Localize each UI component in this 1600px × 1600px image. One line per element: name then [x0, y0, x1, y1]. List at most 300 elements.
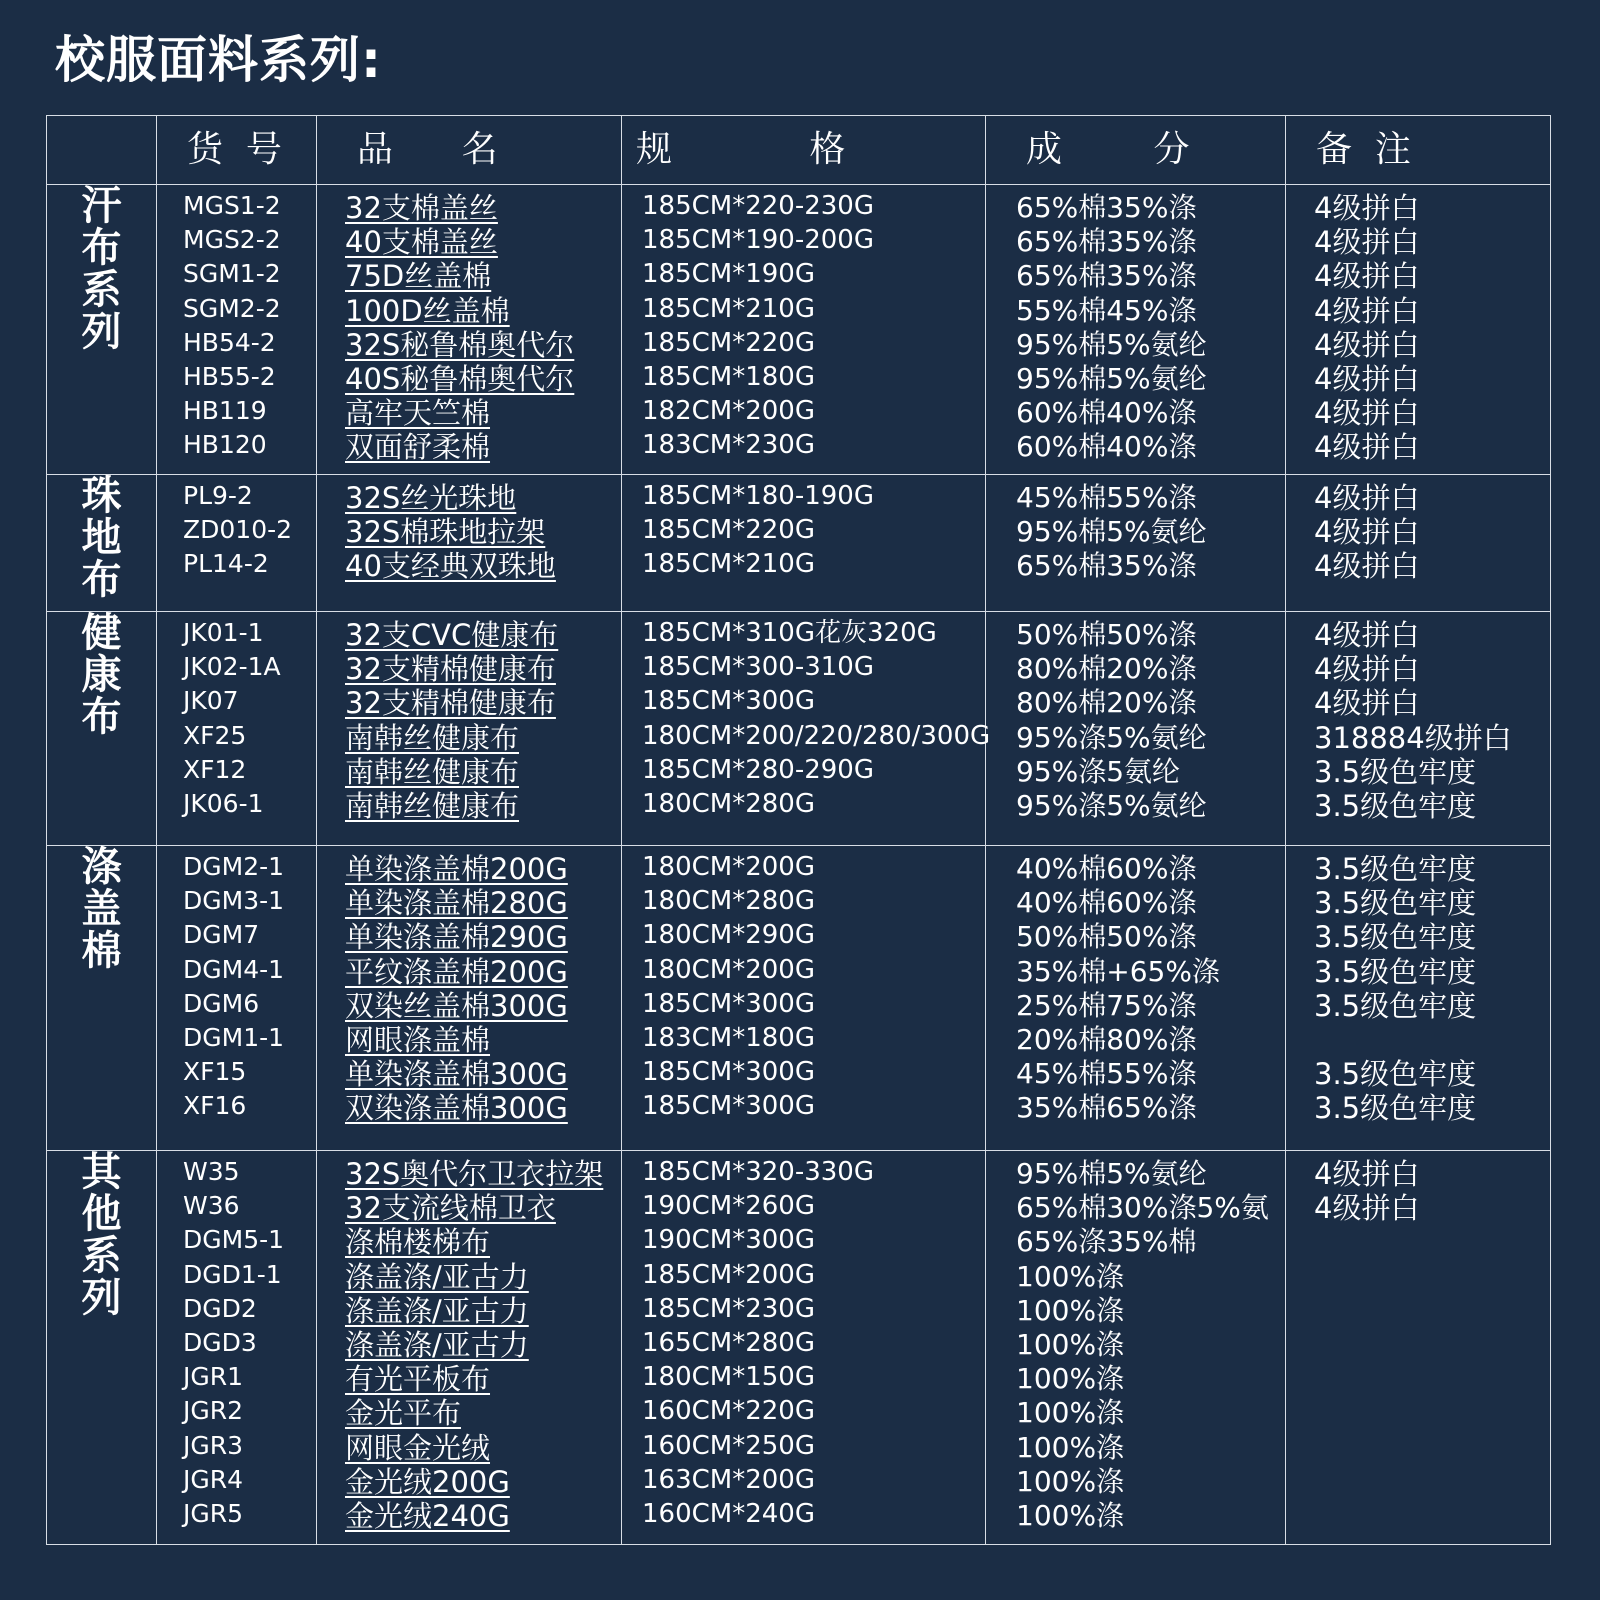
spec-item — [642, 1057, 985, 1091]
product-name-item[interactable] — [345, 1157, 621, 1191]
product-name-text[interactable]: 单染涤盖棉300G — [345, 1057, 568, 1092]
code-item — [183, 652, 316, 686]
composition-item — [1016, 955, 1285, 989]
spec-text: 185CM*300-310G — [642, 652, 874, 683]
product-name-text[interactable]: 涤盖涤/亚古力 — [345, 1259, 529, 1294]
composition-text: 100%涤 — [1016, 1327, 1125, 1361]
product-name-item[interactable] — [345, 920, 621, 954]
composition-text: 45%棉55%涤 — [1016, 481, 1197, 514]
product-name-item[interactable] — [345, 721, 621, 755]
code-text: MGS1-2 — [183, 191, 281, 220]
product-name-text[interactable]: 金光平布 — [345, 1396, 462, 1431]
product-name-item[interactable] — [345, 1023, 621, 1057]
code-text: SGM2-2 — [183, 293, 281, 323]
code-item — [183, 294, 316, 328]
note-item — [1314, 1057, 1550, 1091]
product-name-item[interactable] — [345, 1091, 621, 1125]
spec-item — [642, 191, 985, 225]
spec-text: 185CM*220G — [642, 327, 815, 358]
spec-text: 185CM*300G — [642, 1057, 815, 1088]
composition-item — [1016, 396, 1285, 430]
composition-cell — [986, 846, 1286, 1151]
code-text: DGD3 — [183, 1327, 257, 1357]
code-item — [183, 1294, 316, 1328]
note-item — [1314, 618, 1550, 652]
product-name-cell — [317, 475, 622, 612]
note-item — [1314, 721, 1550, 755]
spec-text: 185CM*310G花灰320G — [642, 618, 937, 648]
composition-item — [1016, 789, 1285, 823]
series-category-label: 汗布系列 — [81, 183, 122, 355]
composition-item — [1016, 1091, 1285, 1125]
spec-item — [642, 1091, 985, 1125]
product-name-item[interactable] — [345, 191, 621, 225]
composition-text: 100%涤 — [1016, 1293, 1125, 1327]
product-name-text[interactable]: 南韩丝健康布 — [345, 720, 520, 755]
product-name-list — [317, 191, 621, 465]
note-text: 4级拼白 — [1314, 549, 1420, 584]
product-name-text[interactable]: 双面舒柔棉 — [345, 430, 491, 465]
header-notes: 备 注 — [1286, 116, 1551, 185]
code-item — [183, 721, 316, 755]
note-list — [1286, 1157, 1550, 1225]
note-text: 3.5级色牢度 — [1314, 1057, 1477, 1092]
code-cell — [157, 846, 317, 1151]
spec-item — [642, 1294, 985, 1328]
code-item — [183, 549, 316, 583]
note-item — [1314, 852, 1550, 886]
spec-text: 185CM*300G — [642, 1091, 815, 1122]
composition-item — [1016, 1396, 1285, 1430]
code-item — [183, 989, 316, 1023]
spec-item — [642, 652, 985, 686]
product-name-cell — [317, 1151, 622, 1545]
code-item — [183, 789, 316, 823]
product-name-item[interactable] — [345, 515, 621, 549]
code-item — [183, 259, 316, 293]
spec-text: 165CM*280G — [642, 1327, 815, 1358]
note-text: 4级拼白 — [1314, 1157, 1420, 1191]
composition-text: 95%棉5%氨纶 — [1016, 1157, 1207, 1190]
product-name-text[interactable]: 75D丝盖棉 — [345, 259, 492, 294]
code-text: JK02-1A — [183, 652, 281, 682]
composition-list — [986, 191, 1285, 465]
code-item — [183, 1023, 316, 1057]
code-text: JGR2 — [183, 1396, 244, 1426]
spec-text: 163CM*200G — [642, 1464, 815, 1495]
note-text: 4级拼白 — [1314, 293, 1420, 328]
product-name-item[interactable] — [345, 1225, 621, 1259]
note-text: 3.5级色牢度 — [1314, 1091, 1477, 1126]
note-item — [1314, 362, 1550, 396]
product-name-text[interactable]: 涤盖涤/亚古力 — [345, 1293, 529, 1328]
note-item — [1314, 294, 1550, 328]
composition-item — [1016, 1260, 1285, 1294]
spec-text: 185CM*220-230G — [642, 191, 874, 221]
composition-text: 100%涤 — [1016, 1259, 1125, 1293]
composition-text: 65%棉35%涤 — [1016, 549, 1197, 583]
product-name-item[interactable] — [345, 549, 621, 583]
product-name-item[interactable] — [345, 886, 621, 920]
composition-list — [986, 1157, 1285, 1533]
code-item — [183, 852, 316, 886]
note-text: 4级拼白 — [1314, 515, 1420, 550]
spec-item — [642, 755, 985, 789]
note-cell — [1286, 846, 1551, 1151]
product-name-text[interactable]: 32支CVC健康布 — [345, 618, 559, 652]
code-item — [183, 1465, 316, 1499]
note-text: 4级拼白 — [1314, 618, 1420, 652]
composition-item — [1016, 1225, 1285, 1259]
composition-list — [986, 481, 1285, 584]
note-item — [1314, 955, 1550, 989]
composition-text: 35%棉+65%涤 — [1016, 954, 1220, 988]
code-item — [183, 481, 316, 515]
series-row — [47, 185, 1551, 475]
spec-text: 160CM*240G — [642, 1498, 815, 1529]
spec-item — [642, 852, 985, 886]
spec-text: 185CM*180G — [642, 361, 815, 392]
spec-text: 180CM*290G — [642, 920, 815, 951]
composition-text: 20%棉80%涤 — [1016, 1022, 1197, 1056]
composition-item — [1016, 294, 1285, 328]
note-item — [1314, 1091, 1550, 1125]
product-name-item[interactable] — [345, 755, 621, 789]
composition-item — [1016, 481, 1285, 515]
product-name-text[interactable]: 有光平板布 — [345, 1362, 491, 1397]
spec-item — [642, 225, 985, 259]
product-name-text[interactable]: 40S秘鲁棉奥代尔 — [345, 361, 575, 396]
note-cell — [1286, 185, 1551, 475]
spec-item — [642, 1465, 985, 1499]
composition-item — [1016, 989, 1285, 1023]
spec-item — [642, 1362, 985, 1396]
code-item — [183, 686, 316, 720]
code-item — [183, 1431, 316, 1465]
header-spec: 规 格 — [622, 116, 986, 185]
composition-text: 100%涤 — [1016, 1362, 1125, 1396]
note-text: 3.5级色牢度 — [1314, 954, 1477, 989]
note-item — [1314, 686, 1550, 720]
note-item — [1314, 755, 1550, 789]
note-list — [1286, 618, 1550, 823]
note-item — [1314, 549, 1550, 583]
product-name-text[interactable]: 32S秘鲁棉奥代尔 — [345, 327, 575, 362]
code-text: SGM1-2 — [183, 259, 281, 289]
composition-item — [1016, 618, 1285, 652]
series-category-cell — [47, 185, 157, 475]
composition-text: 40%棉60%涤 — [1016, 886, 1197, 920]
product-name-item[interactable] — [345, 618, 621, 652]
product-name-item[interactable] — [345, 1465, 621, 1499]
code-item — [183, 225, 316, 259]
product-name-item[interactable] — [345, 1057, 621, 1091]
composition-item — [1016, 1362, 1285, 1396]
product-name-text[interactable]: 双染丝盖棉300G — [345, 988, 568, 1023]
series-row — [47, 846, 1551, 1151]
code-text: DGM5-1 — [183, 1225, 285, 1255]
note-item — [1314, 430, 1550, 464]
composition-item — [1016, 191, 1285, 225]
composition-item — [1016, 515, 1285, 549]
product-name-text[interactable]: 涤盖涤/亚古力 — [345, 1327, 529, 1362]
product-name-item[interactable] — [345, 1294, 621, 1328]
code-text: XF12 — [183, 754, 247, 784]
product-name-cell — [317, 185, 622, 475]
composition-text: 55%棉45%涤 — [1016, 293, 1197, 327]
spec-item — [642, 1157, 985, 1191]
product-name-item[interactable] — [345, 1499, 621, 1533]
composition-text: 80%棉20%涤 — [1016, 652, 1197, 686]
note-text: 4级拼白 — [1314, 430, 1420, 465]
code-text: DGM7 — [183, 920, 260, 950]
note-text: 4级拼白 — [1314, 686, 1420, 721]
spec-text: 180CM*280G — [642, 886, 815, 917]
composition-item — [1016, 1191, 1285, 1225]
product-name-item[interactable] — [345, 396, 621, 430]
spec-text: 185CM*300G — [642, 686, 815, 717]
spec-list — [622, 852, 985, 1126]
product-name-text[interactable]: 32S棉珠地拉架 — [345, 515, 546, 550]
spec-item — [642, 1431, 985, 1465]
header-category — [47, 116, 157, 185]
header-row — [47, 116, 1551, 185]
composition-item — [1016, 920, 1285, 954]
product-name-item[interactable] — [345, 259, 621, 293]
note-text: 4级拼白 — [1314, 327, 1420, 362]
code-item — [183, 1396, 316, 1430]
product-name-item[interactable] — [345, 1431, 621, 1465]
product-name-item[interactable] — [345, 1260, 621, 1294]
code-text: JGR4 — [183, 1464, 244, 1494]
composition-item — [1016, 1294, 1285, 1328]
product-name-item[interactable] — [345, 1191, 621, 1225]
product-name-item[interactable] — [345, 955, 621, 989]
product-name-text[interactable]: 32支棉盖丝 — [345, 191, 498, 225]
code-list — [157, 1157, 316, 1533]
composition-item — [1016, 1057, 1285, 1091]
code-item — [183, 430, 316, 464]
code-text: XF15 — [183, 1057, 247, 1087]
series-category-cell — [47, 1151, 157, 1545]
product-name-item[interactable] — [345, 789, 621, 823]
spec-item — [642, 720, 991, 755]
code-text: ZD010-2 — [183, 515, 293, 545]
spec-item — [642, 1191, 985, 1225]
code-text: JK01-1 — [183, 618, 264, 647]
note-text: 4级拼白 — [1314, 1191, 1420, 1226]
note-item — [1314, 989, 1550, 1023]
note-item — [1314, 1191, 1550, 1225]
code-text: HB120 — [183, 430, 267, 460]
product-name-item[interactable] — [345, 652, 621, 686]
spec-text: 180CM*200G — [642, 852, 815, 882]
code-item — [183, 191, 316, 225]
product-name-text[interactable]: 网眼涤盖棉 — [345, 1022, 491, 1057]
code-cell — [157, 475, 317, 612]
code-text: W36 — [183, 1191, 240, 1221]
note-item — [1314, 1023, 1550, 1057]
note-item — [1314, 920, 1550, 954]
product-name-item[interactable] — [345, 294, 621, 328]
product-name-item[interactable] — [345, 430, 621, 464]
note-text: 4级拼白 — [1314, 652, 1420, 687]
composition-list — [986, 618, 1285, 823]
product-name-text[interactable]: 单染涤盖棉280G — [345, 886, 568, 921]
series-category-label: 其他系列 — [81, 1149, 122, 1321]
product-name-item[interactable] — [345, 989, 621, 1023]
composition-text: 95%涤5氨纶 — [1016, 754, 1181, 788]
spec-text: 185CM*220G — [642, 515, 815, 546]
spec-text: 183CM*230G — [642, 430, 815, 461]
code-item — [183, 396, 316, 430]
note-text: 3.5级色牢度 — [1314, 886, 1477, 921]
spec-text: 190CM*260G — [642, 1191, 815, 1222]
product-name-text[interactable]: 40支棉盖丝 — [345, 225, 498, 260]
product-name-text[interactable]: 40支经典双珠地 — [345, 549, 556, 584]
composition-text: 25%棉75%涤 — [1016, 988, 1197, 1022]
series-row — [47, 612, 1551, 846]
spec-text: 180CM*200G — [642, 954, 815, 985]
series-category-cell — [47, 612, 157, 846]
product-name-text[interactable]: 单染涤盖棉290G — [345, 920, 568, 955]
series-category-label: 涤盖棉 — [81, 844, 122, 974]
code-item — [183, 1091, 316, 1125]
product-name-text[interactable]: 32S奥代尔卫衣拉架 — [345, 1157, 604, 1191]
code-text: JK06-1 — [183, 788, 264, 818]
composition-cell — [986, 475, 1286, 612]
product-name-item[interactable] — [345, 328, 621, 362]
spec-item — [642, 294, 985, 328]
composition-item — [1016, 259, 1285, 293]
product-name-text[interactable]: 32支流线棉卫衣 — [345, 1191, 556, 1226]
spec-item — [642, 886, 985, 920]
product-name-item[interactable] — [345, 1396, 621, 1430]
spec-list — [622, 1157, 985, 1533]
spec-item — [642, 1260, 985, 1294]
composition-text: 65%棉35%涤 — [1016, 225, 1197, 259]
code-text: DGM6 — [183, 988, 260, 1018]
series-category-cell — [47, 475, 157, 612]
product-name-text[interactable]: 高牢天竺棉 — [345, 396, 491, 431]
note-text: 4级拼白 — [1314, 361, 1420, 396]
code-text: HB119 — [183, 396, 267, 426]
composition-item — [1016, 225, 1285, 259]
series-category-cell — [47, 846, 157, 1151]
product-name-text[interactable]: 100D丝盖棉 — [345, 293, 510, 328]
product-name-text[interactable]: 南韩丝健康布 — [345, 788, 520, 823]
code-text: DGM4-1 — [183, 954, 285, 984]
product-name-text[interactable]: 南韩丝健康布 — [345, 754, 520, 789]
composition-text: 50%棉50%涤 — [1016, 618, 1197, 651]
product-name-text[interactable]: 单染涤盖棉200G — [345, 852, 568, 886]
code-text: HB54-2 — [183, 327, 276, 357]
product-name-text[interactable]: 网眼金光绒 — [345, 1430, 491, 1465]
product-name-text[interactable]: 涤棉楼梯布 — [345, 1225, 491, 1260]
spec-cell — [622, 475, 986, 612]
composition-text: 35%棉65%涤 — [1016, 1091, 1197, 1125]
code-list — [157, 191, 316, 465]
code-cell — [157, 185, 317, 475]
spec-text: 185CM*180-190G — [642, 481, 874, 511]
product-name-item[interactable] — [345, 1328, 621, 1362]
product-name-item[interactable] — [345, 225, 621, 259]
composition-text: 100%涤 — [1016, 1396, 1125, 1430]
composition-text: 65%涤35%棉 — [1016, 1225, 1197, 1259]
composition-text: 95%涤5%氨纶 — [1016, 720, 1207, 754]
note-item — [1314, 191, 1550, 225]
spec-item — [642, 328, 985, 362]
note-text: 318884级拼白 — [1314, 720, 1512, 755]
code-text: PL9-2 — [183, 481, 253, 510]
spec-text: 185CM*190G — [642, 259, 815, 290]
code-text: PL14-2 — [183, 549, 269, 579]
product-name-item[interactable] — [345, 686, 621, 720]
spec-text: 185CM*300G — [642, 988, 815, 1019]
composition-text: 95%棉5%氨纶 — [1016, 327, 1207, 361]
composition-text: 45%棉55%涤 — [1016, 1057, 1197, 1091]
composition-text: 95%棉5%氨纶 — [1016, 515, 1207, 549]
code-text: DGM3-1 — [183, 886, 285, 916]
note-item — [1314, 328, 1550, 362]
code-text: HB55-2 — [183, 361, 276, 391]
spec-item — [642, 549, 985, 583]
composition-text: 95%涤5%氨纶 — [1016, 788, 1207, 822]
fabric-table — [46, 115, 1551, 1545]
composition-item — [1016, 362, 1285, 396]
spec-text: 185CM*200G — [642, 1259, 815, 1290]
series-category-label: 健康布 — [81, 610, 122, 740]
product-name-text[interactable]: 32支精棉健康布 — [345, 686, 556, 721]
product-name-text[interactable]: 金光绒240G — [345, 1498, 510, 1533]
code-text: DGM1-1 — [183, 1022, 285, 1052]
note-item — [1314, 396, 1550, 430]
spec-cell — [622, 846, 986, 1151]
product-name-item[interactable] — [345, 362, 621, 396]
product-name-text[interactable]: 金光绒200G — [345, 1464, 510, 1499]
code-text: DGM2-1 — [183, 852, 285, 881]
header-composition: 成 分 — [986, 116, 1286, 185]
composition-item — [1016, 721, 1285, 755]
code-text: JK07 — [183, 686, 239, 716]
code-list — [157, 481, 316, 584]
product-name-item[interactable] — [345, 852, 621, 886]
product-name-text[interactable]: 32S丝光珠地 — [345, 481, 517, 515]
product-name-text[interactable]: 双染涤盖棉300G — [345, 1091, 568, 1126]
series-category-label: 珠地布 — [81, 473, 122, 603]
note-item — [1314, 481, 1550, 515]
header-name: 品 名 — [317, 116, 622, 185]
series-row — [47, 1151, 1551, 1545]
product-name-text[interactable]: 平纹涤盖棉200G — [345, 954, 568, 989]
note-text: 4级拼白 — [1314, 259, 1420, 294]
note-text: 4级拼白 — [1314, 481, 1420, 515]
composition-cell — [986, 1151, 1286, 1545]
code-text: W35 — [183, 1157, 240, 1186]
header-code: 货 号 — [157, 116, 317, 185]
product-name-text[interactable]: 32支精棉健康布 — [345, 652, 556, 687]
spec-text: 185CM*230G — [642, 1293, 815, 1324]
product-name-item[interactable] — [345, 481, 621, 515]
composition-item — [1016, 1328, 1285, 1362]
product-name-list — [317, 481, 621, 584]
spec-text: 185CM*210G — [642, 293, 815, 324]
composition-text: 100%涤 — [1016, 1498, 1125, 1532]
product-name-item[interactable] — [345, 1362, 621, 1396]
code-item — [183, 362, 316, 396]
composition-item — [1016, 886, 1285, 920]
spec-text: 160CM*250G — [642, 1430, 815, 1461]
